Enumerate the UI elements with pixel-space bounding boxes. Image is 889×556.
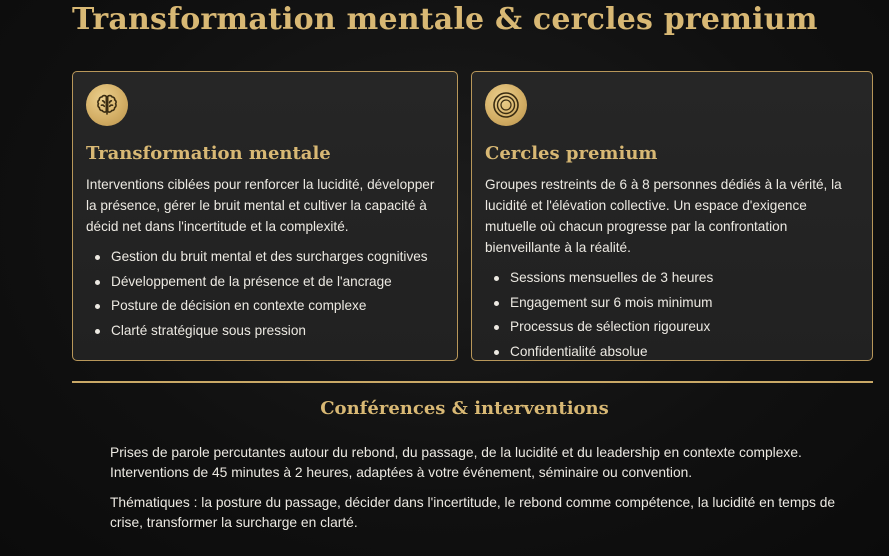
card-transformation-mentale — [72, 71, 458, 361]
section-divider — [72, 381, 873, 383]
card-bullet-list — [86, 245, 445, 343]
page-title: Transformation mentale & cercles premium — [72, 2, 818, 37]
card-title: Cercles premium — [485, 143, 658, 164]
conferences-body — [110, 443, 855, 543]
list-item: Développement de la présence et de l'ancrage — [111, 270, 445, 295]
conferences-title: Conférences & interventions — [320, 398, 609, 419]
offer-cards — [72, 71, 873, 363]
conferences-paragraph: Thématiques : la posture du passage, décider dans l'incertitude, le rebond comme compétence, la lucidité en temps de crise, transformer la surcharge en clarté. — [110, 495, 836, 530]
conferences-paragraph: Prises de parole percutantes autour du rebond, du passage, de la lucidité et du leadership en contexte complexe. Interventions de 45 minutes à 2 heures, adaptées à votre événement, séminaire ou convention. — [110, 445, 802, 480]
card-description: Groupes restreints de 6 à 8 personnes dédiés à la vérité, la lucidité et l'élévation collective. Un espace d'exigence mutuelle où chacun progresse par la confrontation bienveillante à la réalité. — [485, 177, 842, 255]
list-item: Sessions mensuelles de 3 heures — [510, 266, 860, 291]
card-bullet-list — [485, 266, 860, 364]
card-cercles-premium — [471, 71, 873, 361]
card-title: Transformation mentale — [86, 143, 331, 164]
list-item: Clarté stratégique sous pression — [111, 319, 445, 344]
list-item: Processus de sélection rigoureux — [510, 315, 860, 340]
list-item: Posture de décision en contexte complexe — [111, 294, 445, 319]
list-item: Gestion du bruit mental et des surcharges cognitives — [111, 245, 445, 270]
list-item: Confidentialité absolue — [510, 340, 860, 365]
card-description: Interventions ciblées pour renforcer la lucidité, développer la présence, gérer le bruit mental et cultiver la capacité à décid net dans l'incertitude et la complexité. — [86, 177, 435, 234]
circles-icon — [485, 84, 527, 126]
list-item: Engagement sur 6 mois minimum — [510, 291, 860, 316]
brain-icon — [86, 84, 128, 126]
